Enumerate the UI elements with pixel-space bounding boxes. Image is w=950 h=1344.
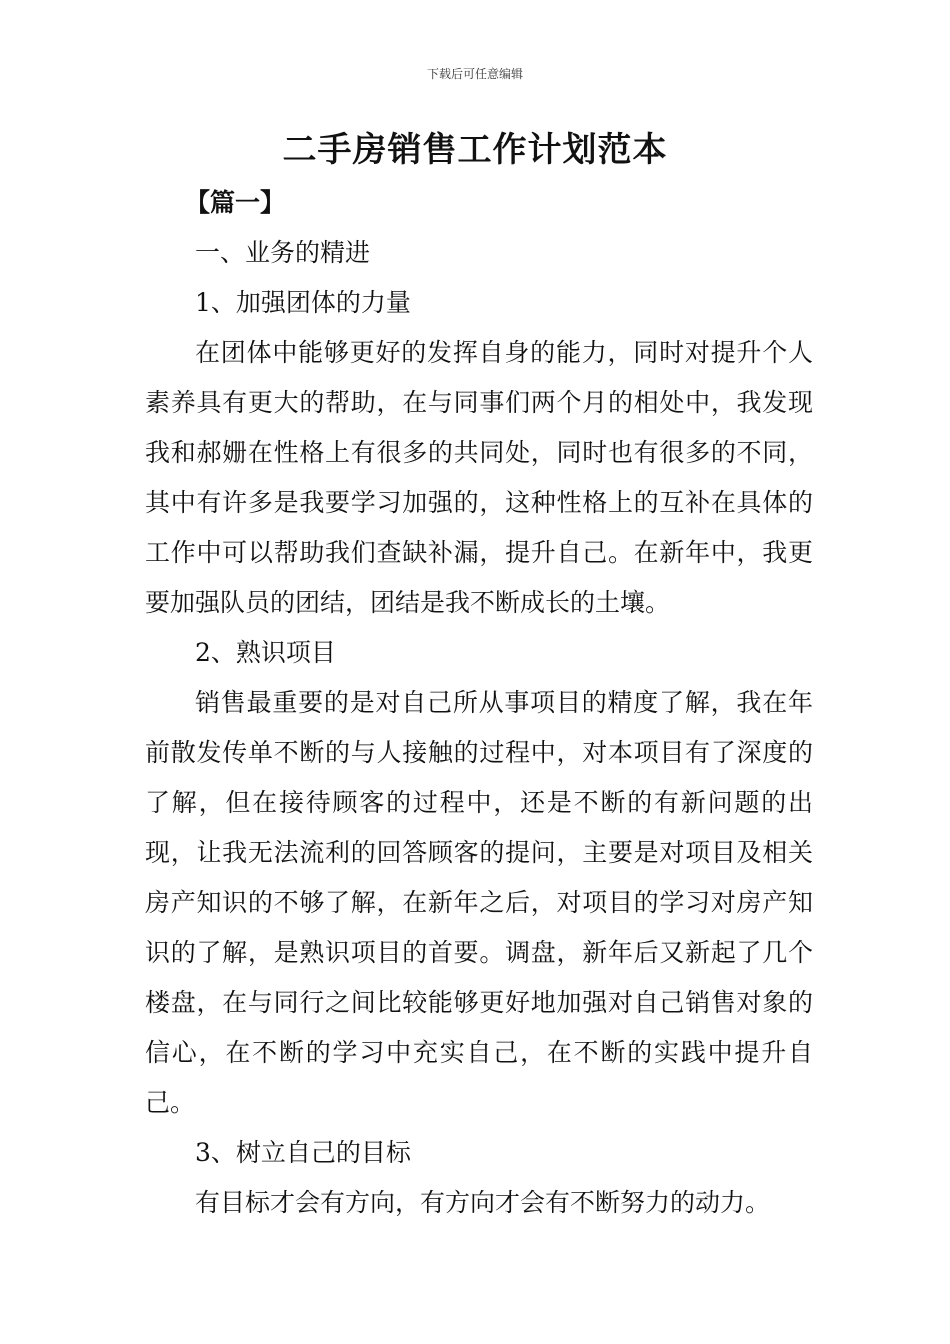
item-3-heading: 3、树立自己的目标 bbox=[195, 1138, 411, 1167]
item-2-paragraph: 销售最重要的是对自己所从事项目的精度了解，我在年前散发传单不断的与人接触的过程中，对本项目有了深度的了解，但在接待顾客的过程中，还是不断的有新问题的出现，让我无法流利的回答顾客的提问，主要是对项目及相关房产知识的不够了解，在新年之后，对项目的学习对房产知识的了解，是熟识项目的首要。调盘，新年后又新起了几个楼盘，在与同行之间比较能够更好地加强对自己销售对象的信心，在不断的学习中充实自己，在不断的实践中提升自己。 bbox=[145, 688, 813, 1117]
heading-1: 一、业务的精进 bbox=[195, 238, 371, 267]
item-2-heading: 2、熟识项目 bbox=[195, 638, 336, 667]
header-watermark: 下载后可任意编辑 bbox=[426, 67, 523, 81]
item-1-heading: 1、加强团体的力量 bbox=[195, 288, 411, 317]
section-tag: 【篇一】 bbox=[185, 188, 286, 217]
document-body bbox=[145, 178, 813, 1228]
item-3-paragraph: 有目标才会有方向，有方向才会有不断努力的动力。 bbox=[195, 1188, 771, 1217]
item-1-paragraph: 在团体中能够更好的发挥自身的能力，同时对提升个人素养具有更大的帮助，在与同事们两个月的相处中，我发现我和郝姗在性格上有很多的共同处，同时也有很多的不同，其中有许多是我要学习加强的，这种性格上的互补在具体的工作中可以帮助我们查缺补漏，提升自己。在新年中，我更要加强队员的团结，团结是我不断成长的土壤。 bbox=[145, 338, 813, 617]
document-title: 二手房销售工作计划范本 bbox=[282, 130, 668, 170]
